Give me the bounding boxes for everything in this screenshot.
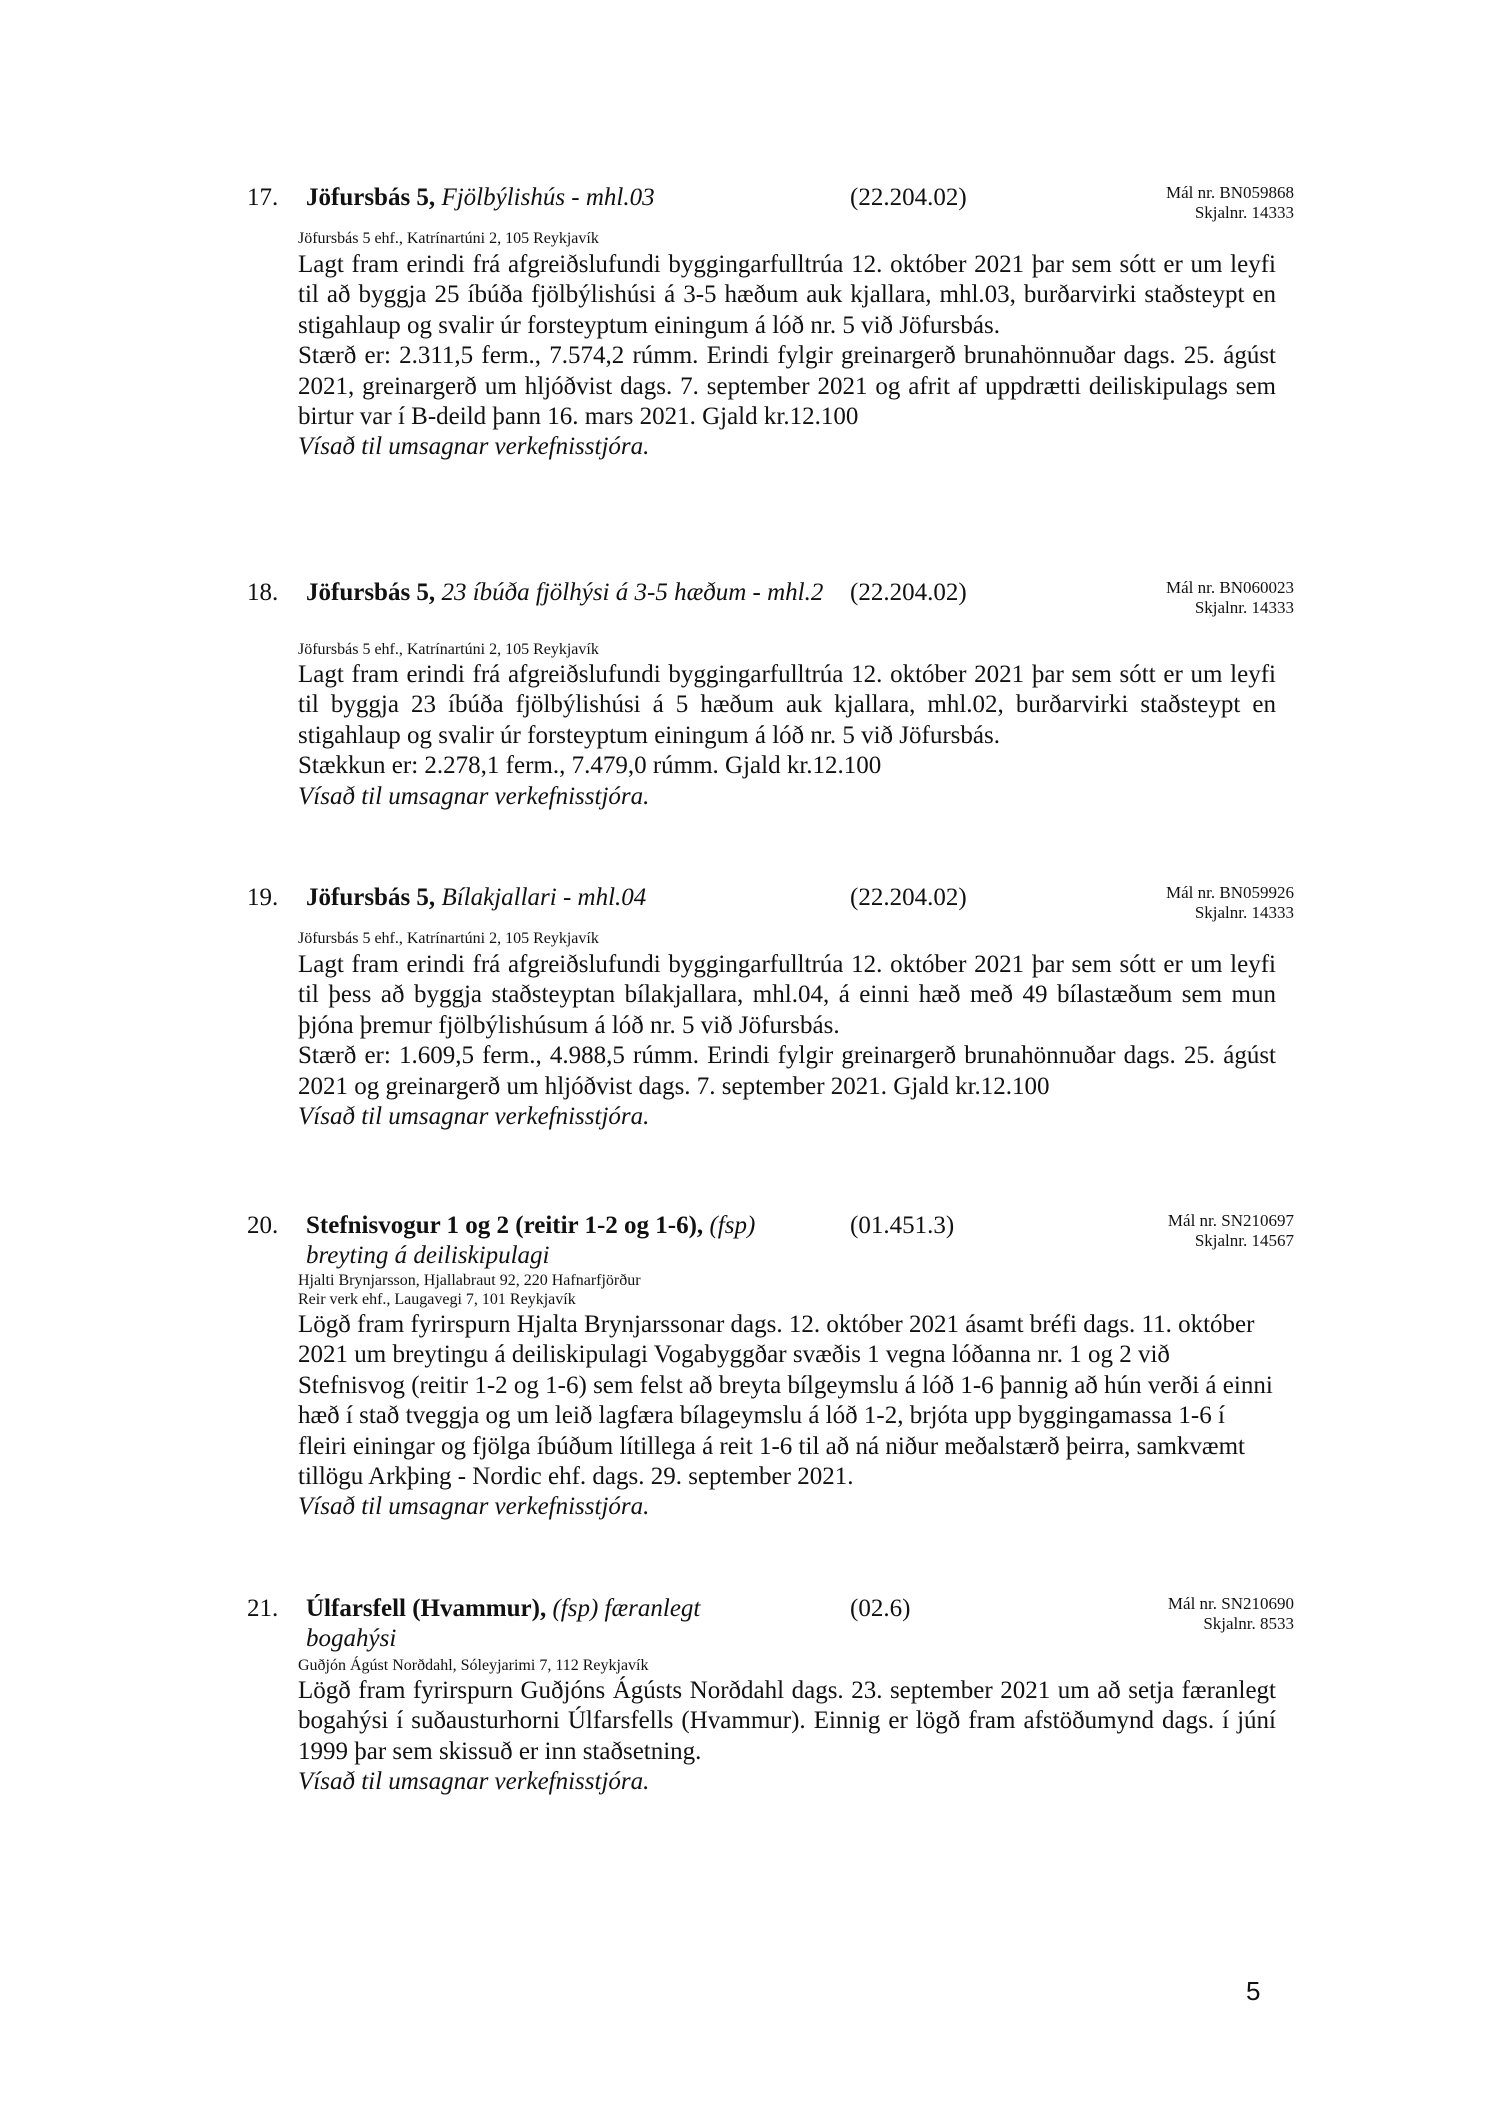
item-verdict: Vísað til umsagnar verkefnisstjóra.	[298, 1493, 650, 1521]
item-body	[298, 1310, 1276, 1523]
document-number: Skjalnr. 14333	[1194, 598, 1294, 617]
item-text: Lagt fram erindi frá afgreiðslufundi byggingarfulltrúa 12. október 2021 þar sem sótt er um leyfi til byggja 23 íbúða fjölbýlishúsi á 5 hæðum auk kjallara, mhl.02, burðarvirki staðsteypt en stigahlaup og svalir úr forsteyptum einingum á lóð nr. 5 við Jöfursbás.	[298, 661, 1276, 749]
land-code: (22.204.02)	[850, 884, 967, 911]
applicants	[298, 640, 599, 659]
applicants	[298, 229, 599, 248]
item-body	[298, 660, 1276, 812]
item-body	[298, 950, 1276, 1132]
item-text: Lögð fram fyrirspurn Hjalta Brynjarssonar dags. 12. október 2021 ásamt bréfi dags. 11. október 2021 um breytingu á deiliskipulagi Vogabyggðar svæðis 1 vegna lóðanna nr. 1 og 2 við Stefnisvog (reitir 1-2 og 1-6) sem felst að breyta bílgeymslu á lóð 1-6 þannig að hún verði á einni hæð í stað tveggja og um leið lagfæra bílageymslu á lóð 1-2, brjóta upp byggingamassa 1-6 í fleiri einingar og fjölga íbúðum lítillega á reit 1-6 til að ná niður meðalstærð þeirra, samkvæmt tillögu Arkþing - Nordic ehf. dags. 29. september 2021.	[298, 1311, 1273, 1491]
case-number: Mál nr. BN059868	[1166, 183, 1294, 202]
land-code: (01.451.3)	[850, 1212, 955, 1239]
applicant-line: Hjalti Brynjarsson, Hjallabraut 92, 220 Hafnarfjörður	[298, 1272, 641, 1289]
case-reference	[1168, 1211, 1294, 1251]
item-text: Stærð er: 1.609,5 ferm., 4.988,5 rúmm. Erindi fylgir greinargerð brunahönnuðar dags. 25. ágúst 2021 og greinargerð um hljóðvist dags. 7. september 2021. Gjald kr.12.100	[298, 1042, 1276, 1100]
item-heading	[306, 1211, 826, 1271]
item-text: Stærð er: 2.311,5 ferm., 7.574,2 rúmm. Erindi fylgir greinargerð brunahönnuðar dags. 25. ágúst 2021, greinargerð um hljóðvist dags. 7. september 2021 og afrit af uppdrætti deiliskipulags sem birtur var í B-deild þann 16. mars 2021. Gjald kr.12.100	[298, 342, 1276, 431]
applicant-line: Guðjón Ágúst Norðdahl, Sóleyjarimi 7, 112 Reykjavík	[298, 1657, 649, 1674]
item-body	[298, 250, 1276, 463]
applicants	[298, 1656, 648, 1675]
case-number: Mál nr. BN060023	[1166, 578, 1294, 597]
item-description: (fsp) breyting á deiliskipulagi	[306, 1212, 756, 1269]
document-number: Skjalnr. 8533	[1203, 1614, 1294, 1633]
item-number: 21.	[247, 1595, 279, 1622]
case-reference	[1166, 578, 1294, 618]
item-text: Lagt fram erindi frá afgreiðslufundi byggingarfulltrúa 12. október 2021 þar sem sótt er um leyfi til að byggja 25 íbúða fjölbýlishúsi á 3-5 hæðum auk kjallara, mhl.03, burðarvirki staðsteypt en stigahlaup og svalir úr forsteyptum einingum á lóð nr. 5 við Jöfursbás.	[298, 251, 1276, 339]
item-number: 17.	[247, 184, 279, 211]
item-heading	[306, 183, 655, 213]
item-address: Jöfursbás 5,	[306, 884, 436, 911]
applicants	[298, 1271, 641, 1309]
item-address: Stefnisvogur 1 og 2 (reitir 1-2 og 1-6),	[306, 1212, 704, 1239]
item-number: 20.	[247, 1212, 279, 1239]
item-number: 19.	[247, 884, 279, 911]
item-description: (fsp) færanlegt bogahýsi	[306, 1595, 701, 1652]
item-address: Úlfarsfell (Hvammur),	[306, 1595, 547, 1622]
item-description: 23 íbúða fjölhýsi á 3-5 hæðum - mhl.2	[441, 579, 824, 606]
land-code: (02.6)	[850, 1595, 911, 1622]
item-body	[298, 1676, 1276, 1798]
item-text: Stækkun er: 2.278,1 ferm., 7.479,0 rúmm. Gjald kr.12.100	[298, 752, 882, 780]
item-description: Bílakjallari - mhl.04	[441, 884, 647, 911]
document-number: Skjalnr. 14333	[1194, 903, 1294, 922]
item-heading	[306, 578, 826, 608]
case-reference	[1166, 883, 1294, 923]
item-verdict: Vísað til umsagnar verkefnisstjóra.	[298, 1103, 650, 1131]
case-reference	[1168, 1594, 1294, 1634]
applicant-line: Jöfursbás 5 ehf., Katrínartúni 2, 105 Reykjavík	[298, 930, 599, 947]
item-verdict: Vísað til umsagnar verkefnisstjóra.	[298, 433, 650, 461]
case-reference	[1166, 183, 1294, 223]
item-verdict: Vísað til umsagnar verkefnisstjóra.	[298, 1768, 650, 1796]
page-number: 5	[1246, 1976, 1261, 2006]
applicant-line: Reir verk ehf., Laugavegi 7, 101 Reykjavík	[298, 1291, 576, 1308]
item-number: 18.	[247, 579, 279, 606]
item-address: Jöfursbás 5,	[306, 579, 436, 606]
applicants	[298, 929, 599, 948]
case-number: Mál nr. BN059926	[1166, 883, 1294, 902]
case-number: Mál nr. SN210697	[1167, 1211, 1294, 1230]
document-number: Skjalnr. 14333	[1194, 203, 1294, 222]
land-code: (22.204.02)	[850, 184, 967, 211]
item-description: Fjölbýlishús - mhl.03	[441, 184, 655, 211]
case-number: Mál nr. SN210690	[1167, 1594, 1294, 1613]
item-text: Lagt fram erindi frá afgreiðslufundi byggingarfulltrúa 12. október 2021 þar sem sótt er um leyfi til þess að byggja staðsteyptan bílakjallara, mhl.04, á einni hæð með 49 bílastæðum sem mun þjóna þremur fjölbýlishúsum á lóð nr. 5 við Jöfursbás.	[298, 951, 1276, 1039]
item-heading	[306, 1594, 766, 1654]
item-text: Lögð fram fyrirspurn Guðjóns Ágústs Norðdahl dags. 23. september 2021 um að setja færanlegt bogahýsi í suðausturhorni Úlfarsfells (Hvammur). Einnig er lögð fram afstöðumynd dags. í júní 1999 þar sem skissuð er inn staðsetning.	[298, 1677, 1276, 1765]
item-address: Jöfursbás 5,	[306, 184, 436, 211]
land-code: (22.204.02)	[850, 579, 967, 606]
item-verdict: Vísað til umsagnar verkefnisstjóra.	[298, 782, 650, 810]
item-heading	[306, 883, 646, 913]
applicant-line: Jöfursbás 5 ehf., Katrínartúni 2, 105 Reykjavík	[298, 641, 599, 658]
applicant-line: Jöfursbás 5 ehf., Katrínartúni 2, 105 Reykjavík	[298, 230, 599, 247]
document-number: Skjalnr. 14567	[1194, 1231, 1294, 1250]
